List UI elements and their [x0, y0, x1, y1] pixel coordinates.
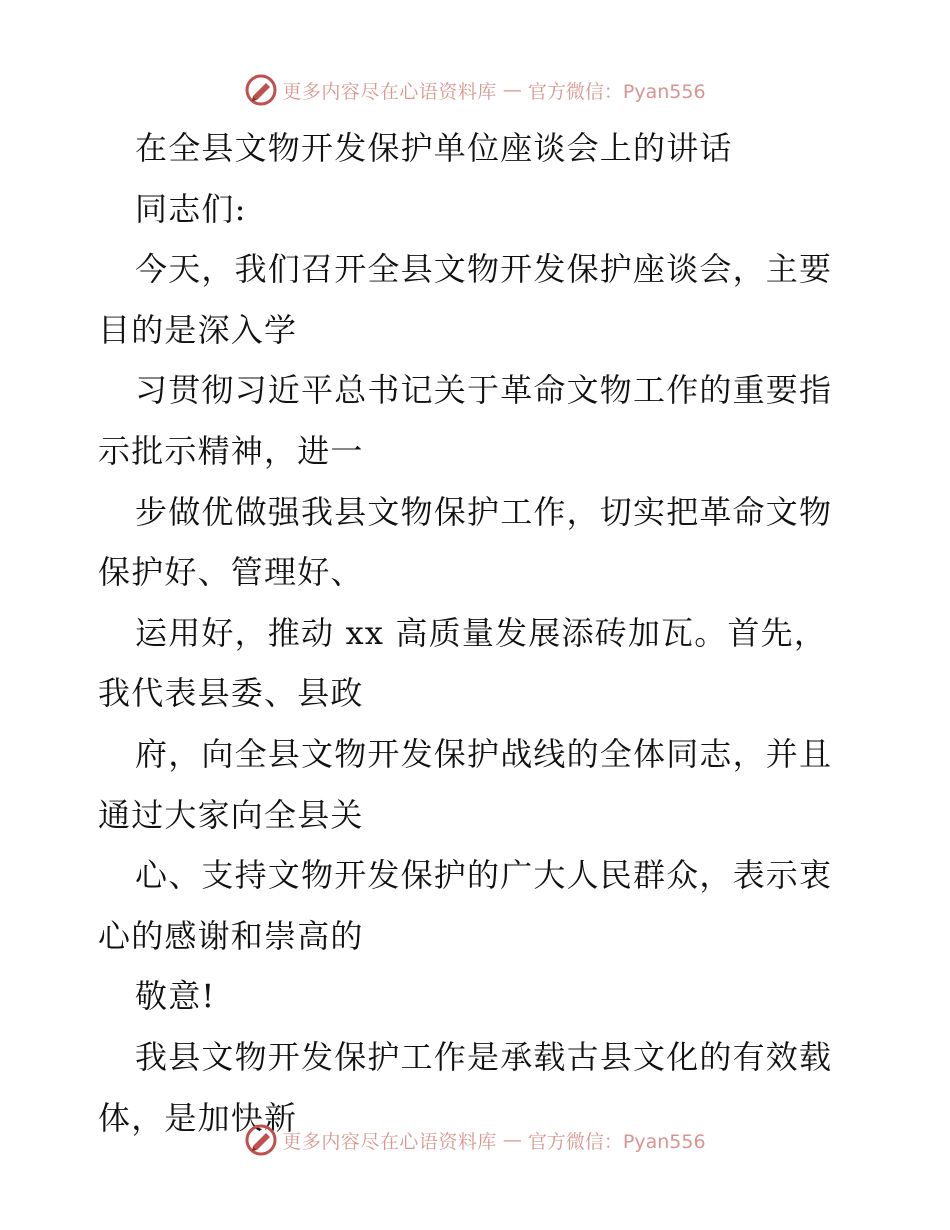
- header-site-text: 更多内容尽在心语资料库: [282, 80, 497, 103]
- document-line: 目的是深入学: [98, 310, 298, 349]
- brand-logo-icon: [244, 1123, 278, 1157]
- document-line: 习贯彻习近平总书记关于革命文物工作的重要指: [135, 371, 833, 410]
- header-contact: 官方微信：Pyan556: [527, 80, 706, 103]
- brand-logo-icon: [244, 73, 278, 107]
- document-line: 通过大家向全县关: [98, 795, 364, 834]
- document-line: 在全县文物开发保护单位座谈会上的讲话: [135, 129, 733, 167]
- header-separator: —: [502, 79, 522, 101]
- header-banner: [0, 70, 950, 110]
- document-line: 我代表县委、县政: [98, 674, 364, 713]
- document-line: 敬意!: [135, 977, 216, 1016]
- document-line: 体，是加快新: [98, 1098, 298, 1137]
- document-line: 同志们:: [135, 189, 247, 228]
- document-line: 运用好，推动 xx 高质量发展添砖加瓦。首先，: [135, 613, 828, 652]
- document-line: 示批示精神，进一: [98, 431, 364, 470]
- document-line: 今天，我们召开全县文物开发保护座谈会，主要: [135, 250, 833, 289]
- document-line: 心的感谢和崇高的: [98, 916, 364, 955]
- footer-separator: —: [502, 1129, 522, 1151]
- document-line: 步做优做强我县文物保护工作，切实把革命文物: [135, 492, 833, 531]
- document-line: 保护好、管理好、: [98, 553, 364, 592]
- document-line: 我县文物开发保护工作是承载古县文化的有效载: [135, 1037, 833, 1076]
- document-line: 府，向全县文物开发保护战线的全体同志，并且: [135, 734, 833, 773]
- document-body: [98, 118, 858, 1148]
- footer-site-text: 更多内容尽在心语资料库: [282, 1130, 497, 1153]
- document-line: 心、支持文物开发保护的广大人民群众，表示衷: [135, 856, 833, 895]
- footer-contact: 官方微信：Pyan556: [527, 1130, 706, 1153]
- footer-banner: [0, 1120, 950, 1160]
